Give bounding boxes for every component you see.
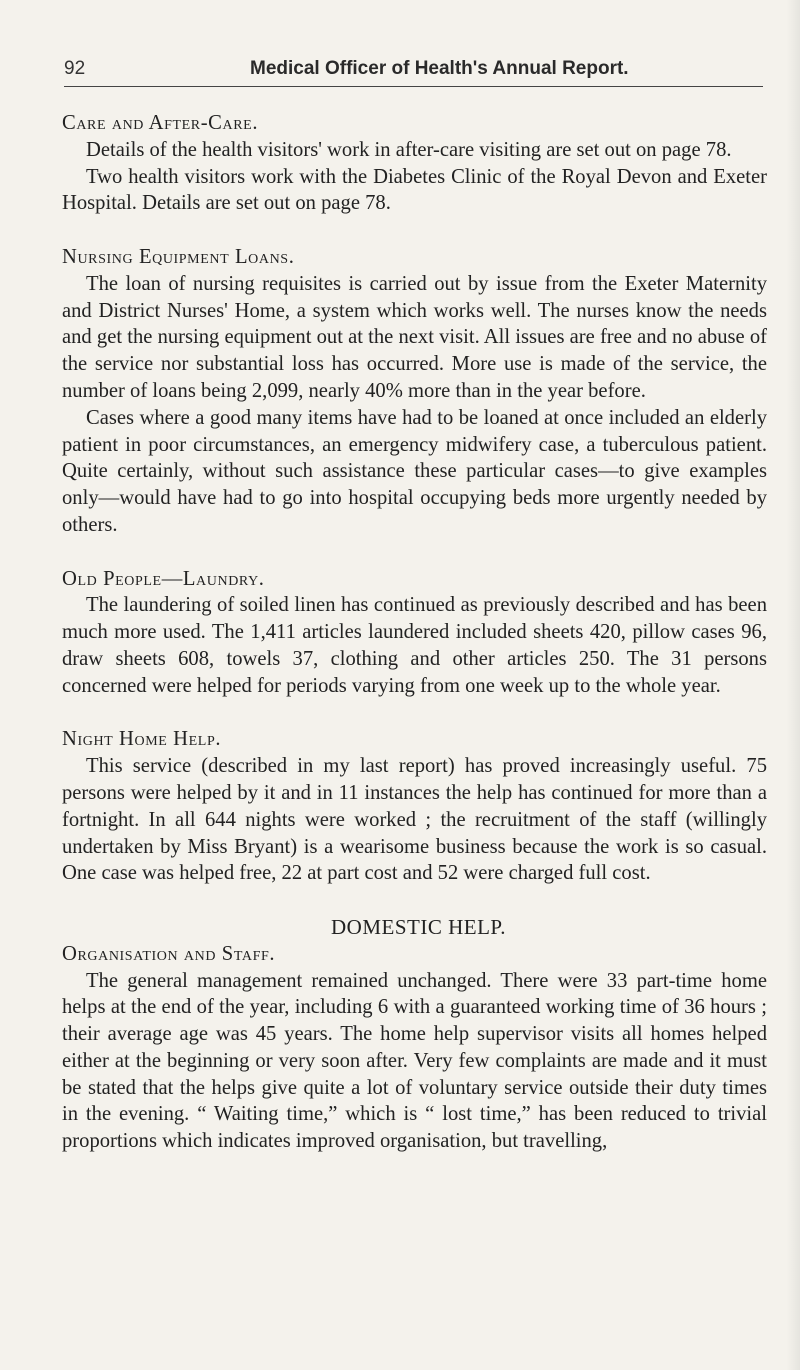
section-nursing-equipment-loans: [62, 244, 767, 539]
paragraph: Two health visitors work with the Diabetes Clinic of the Royal Devon and Exeter Hospital. Details are set out on page 78.: [62, 165, 767, 215]
paragraph: Details of the health visitors' work in after-care visiting are set out on page 78.: [86, 138, 732, 161]
page-body: [62, 110, 767, 1182]
page-header: [64, 58, 764, 88]
paragraph: This service (described in my last report) has proved increasingly useful. 75 persons were helped by it and in 11 instances the help has continued for more than a fortnight. In all 644 nights were worked ; the recruitment of the staff (willingly undertaken by Miss Bryant) is a wearisome business because the work is so casual. One case was helped free, 22 at part cost and 52 were charged full cost.: [62, 755, 767, 885]
domestic-help-title: DOMESTIC HELP.: [330, 914, 506, 939]
section-heading: Organisation and Staff.: [62, 942, 276, 965]
paragraph: The loan of nursing requisites is carried out by issue from the Exeter Maternity and District Nurses' Home, a system which works well. The nurses know the needs and get the nursing equipment out at the next visit. All issues are free and no abuse of the service nor substantial loss has occurred. More use is made of the service, the number of loans being 2,099, nearly 40% more than in the year before.: [62, 272, 767, 402]
section-heading: Care and After-Care.: [62, 112, 259, 134]
section-care-and-after-care: [62, 110, 767, 217]
section-heading: Old People—Laundry.: [62, 567, 265, 590]
section-heading: Night Home Help.: [62, 728, 222, 751]
page-edge-shadow: [786, 0, 800, 1370]
section-night-home-help: [62, 726, 767, 887]
running-title: Medical Officer of Health's Annual Report.: [250, 58, 629, 79]
paragraph: Cases where a good many items have had to be loaned at once included an elderly patient in poor circumstances, an emergency midwifery case, a tuberculous patient. Quite certainly, without such assistance these particular cases—to give examples only—would have had to go into hospital occupying beds more urgently needed by others.: [62, 406, 767, 536]
header-rule: [64, 86, 763, 87]
paragraph: The general management remained unchanged. There were 33 part-time home helps at the end of the year, including 6 with a guaranteed working time of 36 hours ; their average age was 45 years. The home help supervisor visits all homes helped either at the beginning or very soon after. Very few complaints are made and it must be stated that the helps give quite a lot of voluntary service outside their duty times in the evening. “ Waiting time,” which is “ lost time,” has been reduced to trivial proportions which indicates improved organisation, but travelling,: [62, 969, 767, 1153]
paragraph: The laundering of soiled linen has continued as previously described and has been much more used. The 1,411 articles laundered included sheets 420, pillow cases 96, draw sheets 608, towels 37, clothing and other articles 250. The 31 persons concerned were helped for periods varying from one week up to the whole year.: [62, 594, 767, 697]
section-domestic-help: [62, 914, 767, 1155]
page-number: 92: [64, 58, 86, 79]
section-heading: Nursing Equipment Loans.: [62, 245, 295, 268]
section-old-people-laundry: [62, 566, 767, 700]
